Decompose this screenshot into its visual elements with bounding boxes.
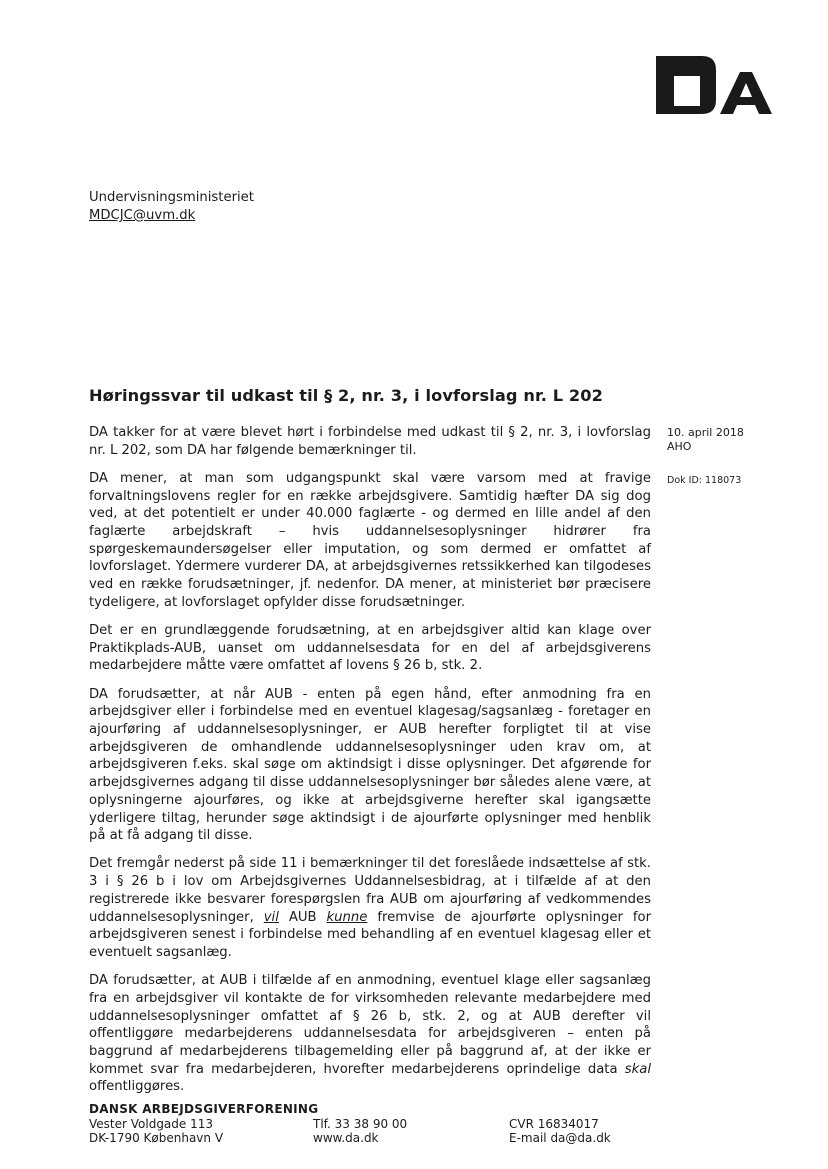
footer-address-city: DK-1790 København V <box>89 1131 224 1146</box>
paragraph-6 <box>89 972 651 1096</box>
emphasis-skal: skal <box>624 1061 651 1077</box>
paragraph-1: DA takker for at være blevet hørt i forbindelse med udkast til § 2, nr. 3, i lovforslag nr. L 202, som DA har følgende bemærkninger til. <box>89 425 651 458</box>
footer <box>89 1102 649 1146</box>
document-id: Dok ID: 118073 <box>667 475 742 486</box>
footer-row-2 <box>89 1131 649 1146</box>
footer-row-1 <box>89 1117 649 1132</box>
logo-a-shape <box>720 72 772 114</box>
footer-website-link[interactable]: www.da.dk <box>313 1131 379 1146</box>
paragraph-6-text: DA forudsætter, at AUB i tilfælde af en anmodning, eventuel klage eller sagsanlæg fra en arbejdsgiver vil kontakte de for virksomheden relevante medarbejdere med uddannelsesoplysninger omfattet af § 26 b, stk. 2, og at AUB derefter vil offentliggøre medarbejderens uddannelsesdata for arbejdsgiveren – enten på baggrund af medarbejderens tilbagemelding eller på baggrund af, at der ikke er kommet svar fra medarbejderen, hvorefter medarbejderens oprindelige data <box>89 973 651 1077</box>
footer-cvr: CVR 16834017 <box>509 1116 599 1131</box>
recipient-block <box>89 189 254 225</box>
recipient-name: Undervisningsministeriet <box>89 190 254 205</box>
paragraph-4: DA forudsætter, at når AUB - enten på egen hånd, efter anmodning fra en arbejdsgiver eller i forbindelse med en eventuel klagesag/sagsanlæg - foretager en ajourføring af uddannelsesoplysninger, er AUB herefter forpligtet til at vise arbejdsgiveren de omhandlende uddannelsesoplysninger uden krav om, at arbejdsgiveren f.eks. skal søge om aktindsigt i disse oplysninger. Det afgørende for arbejdsgivernes adgang til disse uddannelsesoplysninger bør således alene være, at oplysningerne ajourføres, og ikke at arbejdsgiverne herefter skal igangsætte yderligere tiltag, herunder søge aktindsigt i de ajourførte oplysninger med henblik på at få adgang til disse. <box>89 686 651 844</box>
document-date: 10. april 2018 <box>667 426 744 439</box>
footer-address-street: Vester Voldgade 113 <box>89 1116 214 1131</box>
paragraph-5-end: fremvise de ajourførte oplysninger for arbejdsgiveren senest i forbindelse med behandling af en eventuel klagesag eller et eventuelt sagsanlæg. <box>89 909 652 960</box>
emphasis-kunne: kunne <box>326 909 368 925</box>
paragraph-5-mid: AUB <box>278 909 327 925</box>
document-body <box>89 424 651 1107</box>
footer-phone: Tlf. 33 38 90 00 <box>313 1116 408 1131</box>
emphasis-vil: vil <box>263 909 279 925</box>
da-logo <box>656 56 774 114</box>
paragraph-5 <box>89 855 651 961</box>
paragraph-3: Det er en grundlæggende forudsætning, at en arbejdsgiver altid kan klage over Praktikplads-AUB, uanset om uddannelsesdata for en del af arbejdsgiverens medarbejdere måtte være omfattet af lovens § 26 b, stk. 2. <box>89 623 651 674</box>
paragraph-5-text: Det fremgår nederst på side 11 i bemærkninger til det foreslåede indsættelse af stk. 3 i § 26 b i lov om Arbejdsgivernes Uddannelsesbidrag, at i tilfælde af at den registrerede ikke besvarer forespørgslen fra AUB om ajourføring af vedkommendes uddannelsesoplysninger, <box>89 856 651 925</box>
paragraph-6-end: offentliggøres. <box>89 1079 185 1095</box>
side-info <box>667 426 787 488</box>
recipient-email-link[interactable]: MDCJC@uvm.dk <box>89 208 196 223</box>
logo-d-shape <box>656 56 716 114</box>
footer-org-name: DANSK ARBEJDSGIVERFORENING <box>89 1102 319 1116</box>
footer-email-link[interactable]: E-mail da@da.dk <box>509 1131 611 1146</box>
document-title: Høringssvar til udkast til § 2, nr. 3, i lovforslag nr. L 202 <box>89 386 603 405</box>
author-initials: AHO <box>667 440 692 453</box>
paragraph-2: DA mener, at man som udgangspunkt skal være varsom med at fravige forvaltningslovens regler for en række arbejdsgivere. Samtidig hæfter DA sig dog ved, at det potentielt er under 40.000 faglærte - og dermed en lille andel af den faglærte arbejdskraft – hvis uddannelsesoplysninger hidrører fra spørgeskemaundersøgelser eller imputation, og som dermed er omfattet af lovforslaget. Ydermere vurderer DA, at arbejdsgivernes retssikkerhed kan tilgodeses ved en række forudsætninger, jf. nedenfor. DA mener, at ministeriet bør præcisere tydeligere, at lovforslaget opfylder disse forudsætninger. <box>89 470 651 610</box>
